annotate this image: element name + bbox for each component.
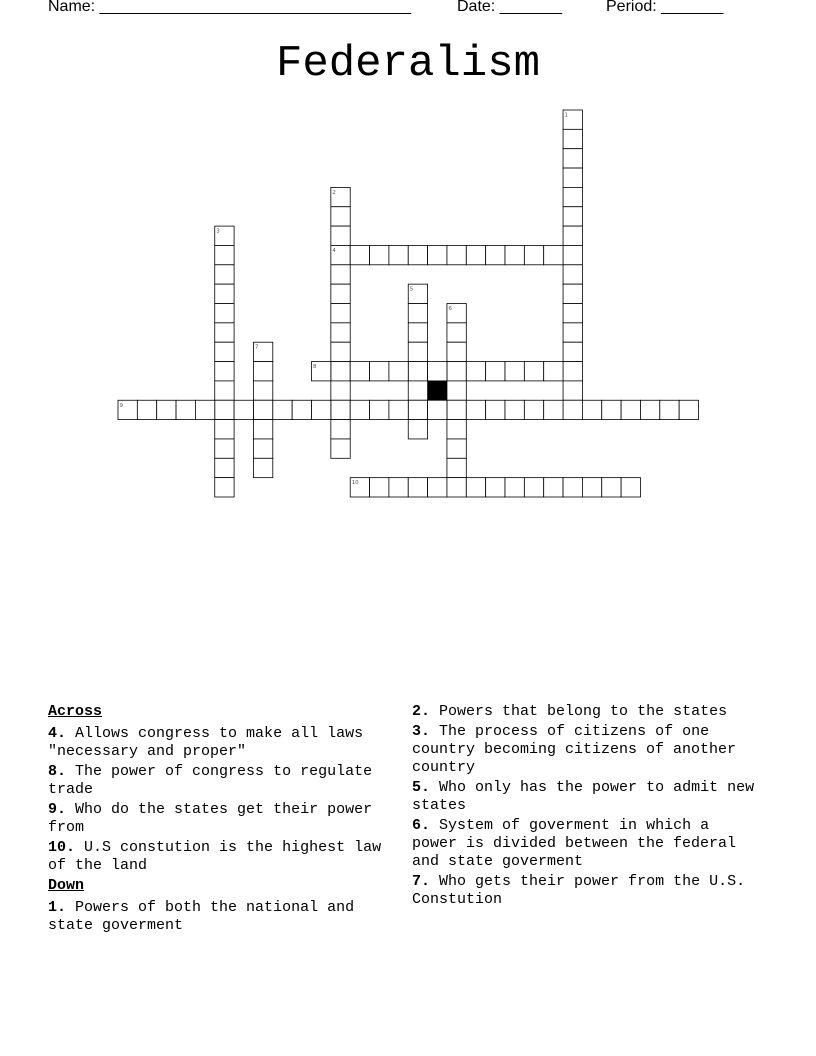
grid-cell[interactable] [563, 187, 582, 206]
blocked-cell [428, 381, 447, 400]
grid-cell[interactable] [195, 400, 214, 419]
grid-cell[interactable] [447, 362, 466, 381]
grid-cell[interactable] [505, 478, 524, 497]
grid-cell[interactable] [389, 478, 408, 497]
grid-cell[interactable] [582, 400, 601, 419]
grid-cell[interactable] [331, 420, 350, 439]
grid-cell[interactable] [408, 342, 427, 361]
grid-cell[interactable] [137, 400, 156, 419]
grid-cell[interactable] [331, 323, 350, 342]
grid-cell[interactable] [408, 304, 427, 323]
grid-cell[interactable] [408, 478, 427, 497]
clue-number-label: 2 [332, 189, 336, 196]
grid-cell[interactable] [331, 207, 350, 226]
clue-number: 1. [48, 899, 67, 916]
grid-cell[interactable] [253, 400, 272, 419]
date-field-label: Date: _______ [457, 0, 562, 15]
grid-cell[interactable] [466, 478, 485, 497]
grid-cell[interactable] [370, 245, 389, 264]
grid-cell[interactable] [524, 400, 543, 419]
clue-number-label: 7 [254, 344, 259, 351]
grid-cell[interactable] [215, 342, 234, 361]
grid-cell[interactable] [370, 478, 389, 497]
clue-text: The power of congress to regulate trade [48, 763, 373, 798]
grid-cell[interactable] [563, 323, 582, 342]
clue-number: 9. [48, 801, 67, 818]
grid-cell[interactable] [563, 245, 582, 264]
grid-cell[interactable] [505, 245, 524, 264]
grid-cell[interactable] [176, 400, 195, 419]
clue-number: 7. [412, 873, 431, 890]
grid-cell[interactable] [408, 245, 427, 264]
grid-cell[interactable] [215, 284, 234, 303]
grid-cell[interactable] [215, 420, 234, 439]
clue-down-1 [48, 899, 398, 935]
grid-cell[interactable] [428, 245, 447, 264]
grid-cell[interactable] [331, 362, 350, 381]
clue-down-3 [412, 723, 762, 777]
clue-text: The process of citizens of one country becoming citizens of another country [412, 723, 737, 776]
grid-cell[interactable] [408, 323, 427, 342]
grid-cell[interactable] [660, 400, 679, 419]
clue-text: Powers of both the national and state goverment [48, 899, 355, 934]
grid-cell[interactable] [331, 284, 350, 303]
grid-cell[interactable] [215, 323, 234, 342]
clue-number: 10. [48, 839, 76, 856]
crossword-grid [0, 0, 816, 520]
grid-cell[interactable] [505, 362, 524, 381]
grid-cell[interactable] [408, 420, 427, 439]
name-field-label: Name: ___________________________________ [48, 0, 412, 15]
grid-cell[interactable] [563, 400, 582, 419]
clue-text: Allows congress to make all laws "necessary and proper" [48, 725, 364, 760]
clue-number-label: 4 [332, 247, 336, 254]
grid-cell[interactable] [331, 265, 350, 284]
grid-cell[interactable] [447, 245, 466, 264]
grid-cell[interactable] [331, 400, 350, 419]
grid-cell[interactable] [563, 381, 582, 400]
clue-number: 5. [412, 779, 431, 796]
grid-cell[interactable] [447, 400, 466, 419]
grid-cell[interactable] [563, 168, 582, 187]
grid-cell[interactable] [350, 400, 369, 419]
grid-cell[interactable] [215, 304, 234, 323]
clue-number-label: 6 [448, 306, 452, 312]
grid-cell[interactable] [466, 245, 485, 264]
grid-cell[interactable] [486, 400, 505, 419]
grid-cell[interactable] [447, 478, 466, 497]
clue-number: 3. [412, 723, 431, 740]
grid-cell[interactable] [447, 342, 466, 361]
clue-number-label: 1 [564, 112, 569, 119]
grid-cell[interactable] [563, 478, 582, 497]
grid-cell[interactable] [621, 478, 640, 497]
grid-cell[interactable] [215, 265, 234, 284]
grid-cell[interactable] [563, 226, 582, 245]
grid-cell[interactable] [447, 381, 466, 400]
grid-cell[interactable] [215, 400, 234, 419]
grid-cell[interactable] [215, 458, 234, 477]
grid-cell[interactable] [215, 245, 234, 264]
clue-number: 6. [412, 817, 431, 834]
clue-number-label: 9 [119, 402, 123, 409]
grid-cell[interactable] [331, 226, 350, 245]
clue-across-10 [48, 839, 398, 875]
grid-cell[interactable] [563, 129, 582, 148]
grid-cell[interactable] [563, 362, 582, 381]
clue-text: System of goverment in which a power is divided between the federal and state goverment [412, 817, 737, 870]
grid-cell[interactable] [408, 381, 427, 400]
clue-text: Powers that belong to the states [439, 703, 728, 720]
clue-across-9 [48, 801, 398, 837]
grid-cell[interactable] [428, 400, 447, 419]
grid-cell[interactable] [350, 362, 369, 381]
grid-cell[interactable] [253, 362, 272, 381]
grid-cell[interactable] [544, 245, 563, 264]
clue-number: 4. [48, 725, 67, 742]
grid-cell[interactable] [544, 400, 563, 419]
grid-cell[interactable] [331, 304, 350, 323]
grid-cell[interactable] [602, 400, 621, 419]
grid-cell[interactable] [428, 362, 447, 381]
clue-down-2 [412, 703, 762, 721]
grid-cell[interactable] [215, 381, 234, 400]
clue-across-8 [48, 763, 398, 799]
grid-cell[interactable] [447, 458, 466, 477]
grid-cell[interactable] [215, 439, 234, 458]
grid-cell[interactable] [679, 400, 698, 419]
grid-cell[interactable] [524, 245, 543, 264]
clues-right-column [412, 703, 762, 911]
grid-cell[interactable] [524, 478, 543, 497]
clue-across-4 [48, 725, 398, 761]
grid-cell[interactable] [563, 284, 582, 303]
clue-text: Who only has the power to admit new states [412, 779, 755, 814]
grid-cell[interactable] [389, 362, 408, 381]
grid-cell[interactable] [312, 400, 331, 419]
grid-cell[interactable] [408, 362, 427, 381]
grid-cell[interactable] [486, 478, 505, 497]
grid-cell[interactable] [544, 362, 563, 381]
grid-cell[interactable] [505, 400, 524, 419]
grid-cell[interactable] [253, 439, 272, 458]
clue-number: 8. [48, 763, 67, 780]
across-heading: Across [48, 703, 103, 720]
grid-cell[interactable] [563, 342, 582, 361]
grid-cell[interactable] [331, 342, 350, 361]
clue-number-label: 3 [216, 228, 220, 235]
grid-cell[interactable] [447, 323, 466, 342]
grid-cell[interactable] [215, 478, 234, 497]
grid-cell[interactable] [331, 381, 350, 400]
clue-text: U.S constution is the highest law of the land [48, 839, 382, 874]
grid-cell[interactable] [253, 420, 272, 439]
clues-left-column [48, 703, 398, 937]
grid-cell[interactable] [621, 400, 640, 419]
grid-cell[interactable] [447, 439, 466, 458]
down-heading: Down [48, 877, 85, 894]
grid-cell[interactable] [563, 207, 582, 226]
grid-cell[interactable] [524, 362, 543, 381]
grid-cell[interactable] [389, 400, 408, 419]
grid-cell[interactable] [389, 245, 408, 264]
clue-text: Who gets their power from the U.S. Constution [412, 873, 746, 908]
grid-cell[interactable] [408, 400, 427, 419]
clue-number-label: 8 [313, 364, 317, 371]
clue-number: 2. [412, 703, 431, 720]
grid-cell[interactable] [447, 420, 466, 439]
grid-cell[interactable] [640, 400, 659, 419]
grid-cell[interactable] [157, 400, 176, 419]
clue-text: Who do the states get their power from [48, 801, 373, 836]
grid-cell[interactable] [215, 362, 234, 381]
grid-cell[interactable] [234, 400, 253, 419]
grid-cell[interactable] [253, 381, 272, 400]
clue-down-6 [412, 817, 762, 871]
clue-down-7 [412, 873, 762, 909]
grid-cell[interactable] [370, 362, 389, 381]
grid-cell[interactable] [292, 400, 311, 419]
grid-cell[interactable] [486, 362, 505, 381]
clue-number-label: 10 [351, 480, 359, 487]
grid-cell[interactable] [253, 458, 272, 477]
clue-down-5 [412, 779, 762, 815]
grid-cell[interactable] [466, 400, 485, 419]
grid-cell[interactable] [428, 478, 447, 497]
grid-cell[interactable] [466, 362, 485, 381]
grid-cell[interactable] [544, 478, 563, 497]
grid-cell[interactable] [563, 149, 582, 168]
grid-cell[interactable] [582, 478, 601, 497]
grid-cell[interactable] [273, 400, 292, 419]
grid-cell[interactable] [370, 400, 389, 419]
grid-cell[interactable] [563, 304, 582, 323]
grid-cell[interactable] [563, 265, 582, 284]
grid-cell[interactable] [331, 439, 350, 458]
page-title: Federalism [275, 39, 541, 89]
grid-cell[interactable] [602, 478, 621, 497]
period-field-label: Period: _______ [606, 0, 724, 15]
grid-cell[interactable] [486, 245, 505, 264]
clue-number-label: 5 [409, 286, 414, 293]
grid-cell[interactable] [350, 245, 369, 264]
